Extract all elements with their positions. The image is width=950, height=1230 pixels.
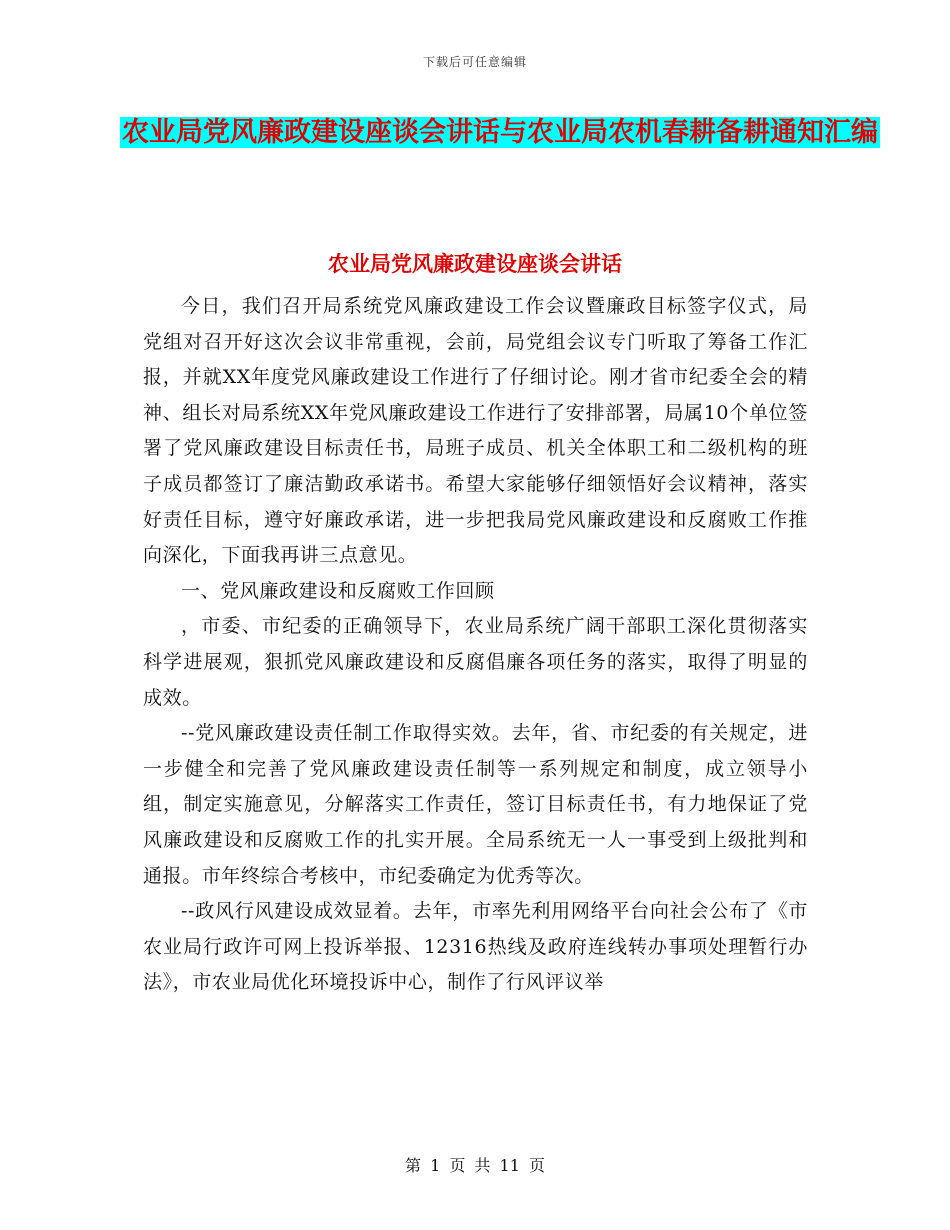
paragraph: ，市委、市纪委的正确领导下，农业局系统广阔干部职工深化贯彻落实科学进展观，狠抓党风廉政建设和反腐倡廉各项任务的落实，取得了明显的成效。 (143, 615, 808, 709)
document-title-text: 农业局党风廉政建设座谈会讲话与农业局农机春耕备耕通知汇编 (122, 117, 878, 148)
section-title: 农业局党风廉政建设座谈会讲话 (328, 252, 622, 276)
paragraph: 今日，我们召开局系统党风廉政建设工作会议暨廉政目标签字仪式，局党组对召开好这次会议非常重视，会前，局党组会议专门听取了筹备工作汇报，并就XX年度党风廉政建设工作进行了仔细讨论。刚才省市纪委全会的精神、组长对局系统XX年党风廉政建设工作进行了安排部署，局属10个单位签署了党风廉政建设目标责任书，局班子成员、机关全体职工和二级机构的班子成员都签订了廉洁勤政承诺书。希望大家能够仔细领悟好会议精神，落实好责任目标，遵守好廉政承诺，进一步把我局党风廉政建设和反腐败工作推向深化，下面我再讲三点意见。 (143, 295, 808, 567)
document-title (120, 110, 880, 156)
header-note: 下载后可任意编辑 (422, 55, 527, 69)
paragraph: --党风廉政建设责任制工作取得实效。去年，省、市纪委的有关规定，进一步健全和完善了党风廉政建设责任制等一系列规定和制度，成立领导小组，制定实施意见，分解落实工作责任，签订目标责任书，有力地保证了党风廉政建设和反腐败工作的扎实开展。全局系统无一人一事受到上级批判和通报。市年终综合考核中，市纪委确定为优秀等次。 (143, 722, 808, 887)
paragraph: --政风行风建设成效显着。去年，市率先利用网络平台向社会公布了《市农业局行政许可网上投诉举报、12316热线及政府连线转办事项处理暂行办法》，市农业局优化环境投诉中心，制作了行风评议举 (143, 900, 808, 994)
document-body (143, 289, 808, 1001)
paragraph-heading: 一、党风廉政建设和反腐败工作回顾 (181, 579, 495, 602)
page-number: 第 1 页 共 11 页 (405, 1156, 545, 1175)
